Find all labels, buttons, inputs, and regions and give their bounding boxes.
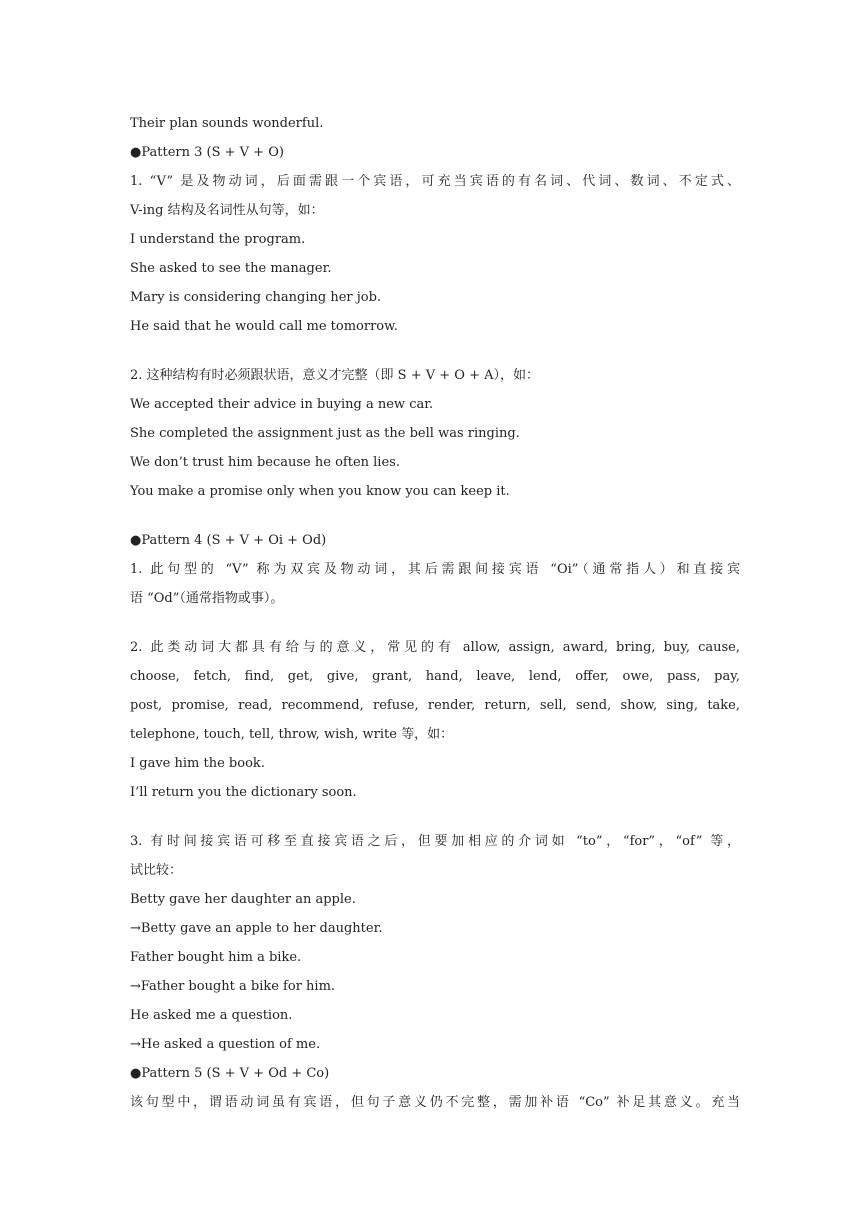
paragraph-spacer [130, 341, 740, 361]
text-line: V-ing 结构及名词性从句等，如： [130, 203, 324, 218]
text-line: 语 “Od”（通常指物或事）。 [130, 591, 284, 606]
text-line: He asked me a question. [130, 1008, 293, 1023]
text-line: →He asked a question of me. [130, 1037, 321, 1052]
text-line: telephone, touch, tell, throw, wish, write 等，如： [130, 727, 454, 742]
text-line: 2. 此类动词大都具有给与的意义，常见的有 allow, assign, award, bring, buy, cause, [130, 640, 740, 655]
text-line: She completed the assignment just as the bell was ringing. [130, 426, 520, 441]
text-line: Their plan sounds wonderful. [130, 116, 324, 131]
text-line: choose, fetch, find, get, give, grant, hand, leave, lend, offer, owe, pass, pay, [130, 669, 740, 684]
text-line: ●Pattern 4 (S + V + Oi + Od) [130, 533, 327, 548]
text-line: I understand the program. [130, 232, 306, 247]
text-line: We don’t trust him because he often lies. [130, 455, 400, 470]
text-line: I’ll return you the dictionary soon. [130, 785, 357, 800]
text-line: post, promise, read, recommend, refuse, render, return, sell, send, show, sing, take, [130, 698, 740, 713]
text-line: I gave him the book. [130, 756, 265, 771]
text-line: ●Pattern 5 (S + V + Od + Co) [130, 1066, 330, 1081]
text-line: He said that he would call me tomorrow. [130, 319, 398, 334]
text-line: You make a promise only when you know you can keep it. [130, 484, 510, 499]
text-line: 2. 这种结构有时必须跟状语，意义才完整（即 S + V + O + A），如： [130, 368, 539, 383]
text-line: →Betty gave an apple to her daughter. [130, 921, 383, 936]
text-line: 1. “V” 是及物动词，后面需跟一个宾语，可充当宾语的有名词、代词、数词、不定式、 [130, 174, 740, 189]
text-line: Betty gave her daughter an apple. [130, 892, 356, 907]
text-line: ●Pattern 3 (S + V + O) [130, 145, 284, 160]
paragraph-spacer [130, 613, 740, 633]
text-line: 1. 此句型的 “V” 称为双宾及物动词，其后需跟间接宾语 “Oi”（通常指人）和直接宾 [130, 562, 740, 577]
paragraph-spacer [130, 807, 740, 827]
text-line: We accepted their advice in buying a new car. [130, 397, 434, 412]
text-line: 该句型中，谓语动词虽有宾语，但句子意义仍不完整，需加补语 “Co” 补足其意义。充当 [130, 1095, 740, 1110]
text-line: She asked to see the manager. [130, 261, 332, 276]
text-line: Father bought him a bike. [130, 950, 302, 965]
paragraph-spacer [130, 506, 740, 526]
text-line: →Father bought a bike for him. [130, 979, 336, 994]
text-line: 3. 有时间接宾语可移至直接宾语之后，但要加相应的介词如 “to”，“for”，“of” 等， [130, 834, 740, 849]
text-line: 试比较： [130, 863, 183, 878]
document-body [130, 109, 740, 1117]
text-line: Mary is considering changing her job. [130, 290, 382, 305]
